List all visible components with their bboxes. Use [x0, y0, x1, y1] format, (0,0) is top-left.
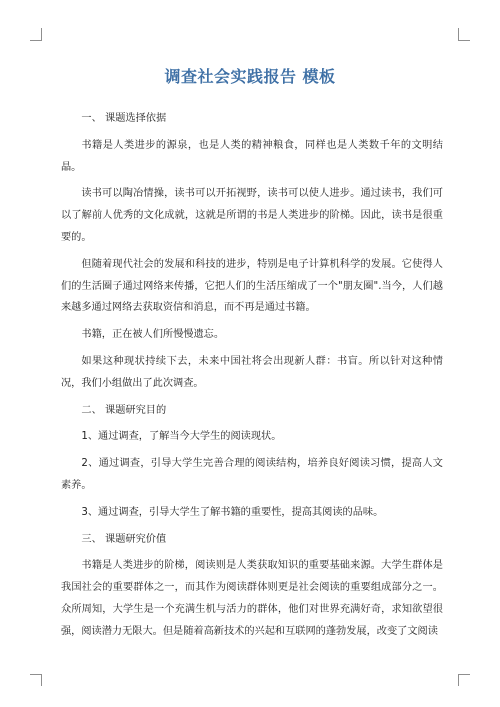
list-paragraph: 2、通过调查，引导大学生完善合理的阅读结构，培养良好阅读习惯，提高人文素养。 — [61, 458, 443, 491]
body-paragraph: 读书可以陶冶情操，读书可以开拓视野，读书可以使人进步。通过读书，我们可以了解前人优秀的文化成就，这就是所谓的书是人类进步的阶梯。因此，读书是很重要的。 — [61, 188, 443, 243]
list-paragraph: 1、通过调查，了解当今大学生的阅读现状。 — [81, 431, 282, 443]
section-heading: 三、 课题研究价值 — [81, 533, 167, 545]
body-paragraph: 书籍是人类进步的阶梯，阅读则是人类获取知识的重要基础来源。大学生群体是我国社会的重要群体之一，而其作为阅读群体则更是社会阅读的重要组成部分之一。众所周知，大学生是一个充满生机与活力的群体，他们对世界充满好奇，求知欲望很强，阅读潜力无限大。但是随着高新技术的兴起和互联网的蓬勃发展，改变了文阅读 — [61, 560, 443, 637]
crop-mark-bottom-left-v — [41, 674, 42, 686]
crop-mark-top-right-h — [458, 40, 470, 41]
document-title: 调查社会实践报告 模板 — [164, 67, 336, 86]
body-paragraph: 如果这种现状持续下去，未来中国社将会出现新人群：书盲。所以针对这种情况，我们小组做出了此次调查。 — [61, 355, 443, 389]
section-heading: 二、 课题研究目的 — [81, 404, 167, 416]
crop-mark-top-left-h — [30, 40, 42, 41]
body-paragraph: 书籍是人类进步的源泉，也是人类的精神粮食，同样也是人类数千年的文明结晶。 — [61, 139, 443, 173]
list-paragraph: 3、通过调查，引导大学生了解书籍的重要性，提高其阅读的品味。 — [81, 506, 384, 518]
body-paragraph: 但随着现代社会的发展和科技的进步，特别是电子计算机科学的发展。它使得人们的生活圈子通过网络来传播，它把人们的生活压缩成了一个"朋友圈".当今，人们越来越多通过网络去获取资信和消息，而不再是通过书籍。 — [61, 258, 443, 314]
document-body — [61, 108, 443, 648]
body-paragraph: 书籍，正在被人们所慢慢遗忘。 — [81, 329, 225, 341]
crop-mark-top-right-v — [458, 28, 459, 40]
crop-mark-bottom-right-v — [458, 674, 459, 686]
crop-mark-top-left-v — [41, 28, 42, 40]
crop-mark-bottom-right-h — [458, 674, 470, 675]
section-heading: 一、 课题选择依据 — [81, 113, 167, 124]
